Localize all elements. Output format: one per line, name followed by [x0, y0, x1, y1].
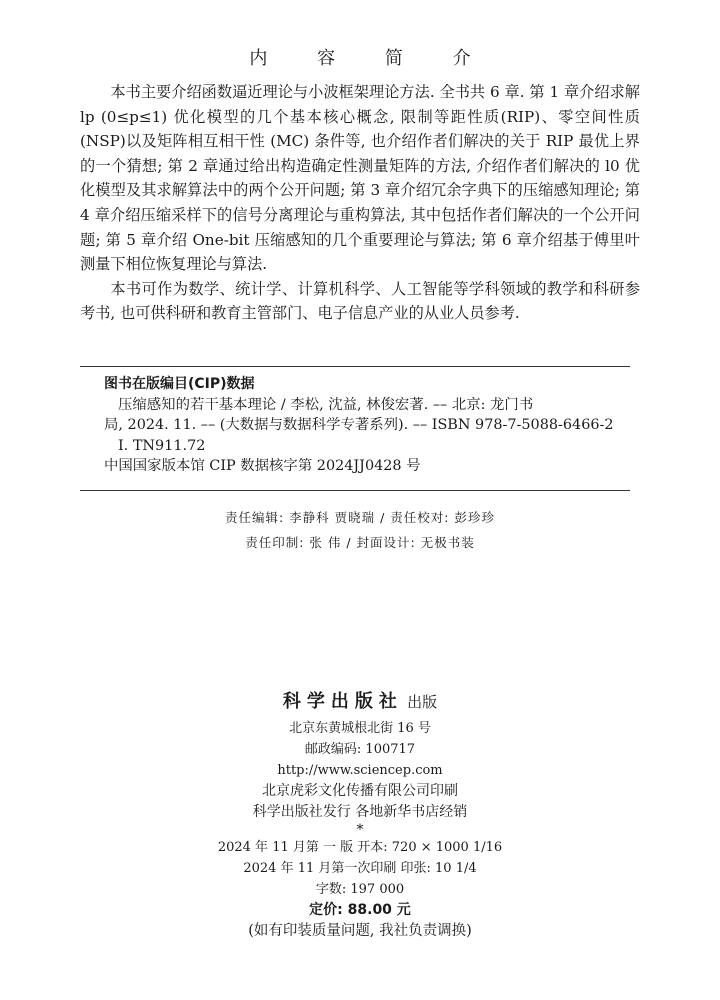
edition-line: 2024 年 11 月第 一 版 开本: 720 × 1000 1/16 — [217, 840, 503, 855]
publisher-block — [0, 688, 720, 942]
intro-paragraph-2: 本书可作为数学、统计学、计算机科学、人工智能等学科领域的教学和科研参考书, 也可供科研和教育主管部门、电子信息产业的从业人员参考. — [80, 279, 640, 323]
staff-line-production: 责任印制: 张 伟 / 封面设计: 无极书装 — [245, 535, 475, 550]
cip-line-2: 局, 2024. 11. –– (大数据与数据科学专著系列). –– ISBN 978-7-5088-6466-2 — [104, 417, 614, 433]
cip-heading: 图书在版编目(CIP)数据 — [104, 376, 255, 392]
page-title: 内 容 简 介 — [249, 48, 493, 69]
cip-top-rule — [80, 366, 630, 367]
word-count: 字数: 197 000 — [315, 882, 405, 897]
printing-line: 2024 年 11 月第一次印刷 印张: 10 1/4 — [243, 861, 477, 876]
cip-block — [104, 374, 634, 477]
distribution-line: 科学出版社发行 各地新华书店经销 — [252, 804, 468, 820]
cip-line-1: 压缩感知的若干基本理论 / 李松, 沈益, 林俊宏著. –– 北京: 龙门书 — [118, 396, 534, 413]
staff-line-editors: 责任编辑: 李静科 贾晓瑞 / 责任校对: 彭珍珍 — [224, 510, 495, 525]
printer-line: 北京虎彩文化传播有限公司印刷 — [262, 783, 458, 799]
quality-notice: (如有印装质量问题, 我社负责调换) — [248, 923, 472, 939]
publisher-website: http://www.sciencep.com — [277, 763, 443, 778]
publisher-suffix: 出版 — [407, 693, 438, 711]
publisher-name-line — [0, 688, 720, 718]
price: 定价: 88.00 元 — [309, 902, 411, 918]
publisher-postcode: 邮政编码: 100717 — [304, 742, 416, 757]
cip-line-4: 中国国家版本馆 CIP 数据核字第 2024JJ0428 号 — [104, 458, 421, 474]
cip-bottom-rule — [80, 490, 630, 491]
separator-star: * — [356, 822, 364, 838]
publisher-address: 北京东黄城根北街 16 号 — [289, 721, 431, 736]
cip-line-3: I. TN911.72 — [118, 437, 206, 454]
intro-paragraph-1: 本书主要介绍函数逼近理论与小波框架理论方法. 全书共 6 章. 第 1 章介绍求解 lp (0≤p≤1) 优化模型的几个基本核心概念, 限制等距性质(RIP)、零空间性质(NSP)以及矩阵相互相干性 (MC) 条件等, 也介绍作者们解决的关于 RIP 最优上界的一个猜想; 第 2 章通过给出构造确定性测量矩阵的方法, 介绍作者们解决的 l0 优化模型及其求解算法中的两个公开问题; 第 3 章介绍冗余字典下的压缩感知理论; 第 4 章介绍压缩采样下的信号分离理论与重构算法, 其中包括作者们解决的一个公开问题; 第 5 章介绍 One-bit 压缩感知的几个重要理论与算法; 第 6 章介绍基于傅里叶测量下相位恢复理论与算法. — [80, 83, 640, 274]
introduction-text — [80, 80, 640, 326]
publisher-name: 科学出版社 — [282, 691, 403, 712]
